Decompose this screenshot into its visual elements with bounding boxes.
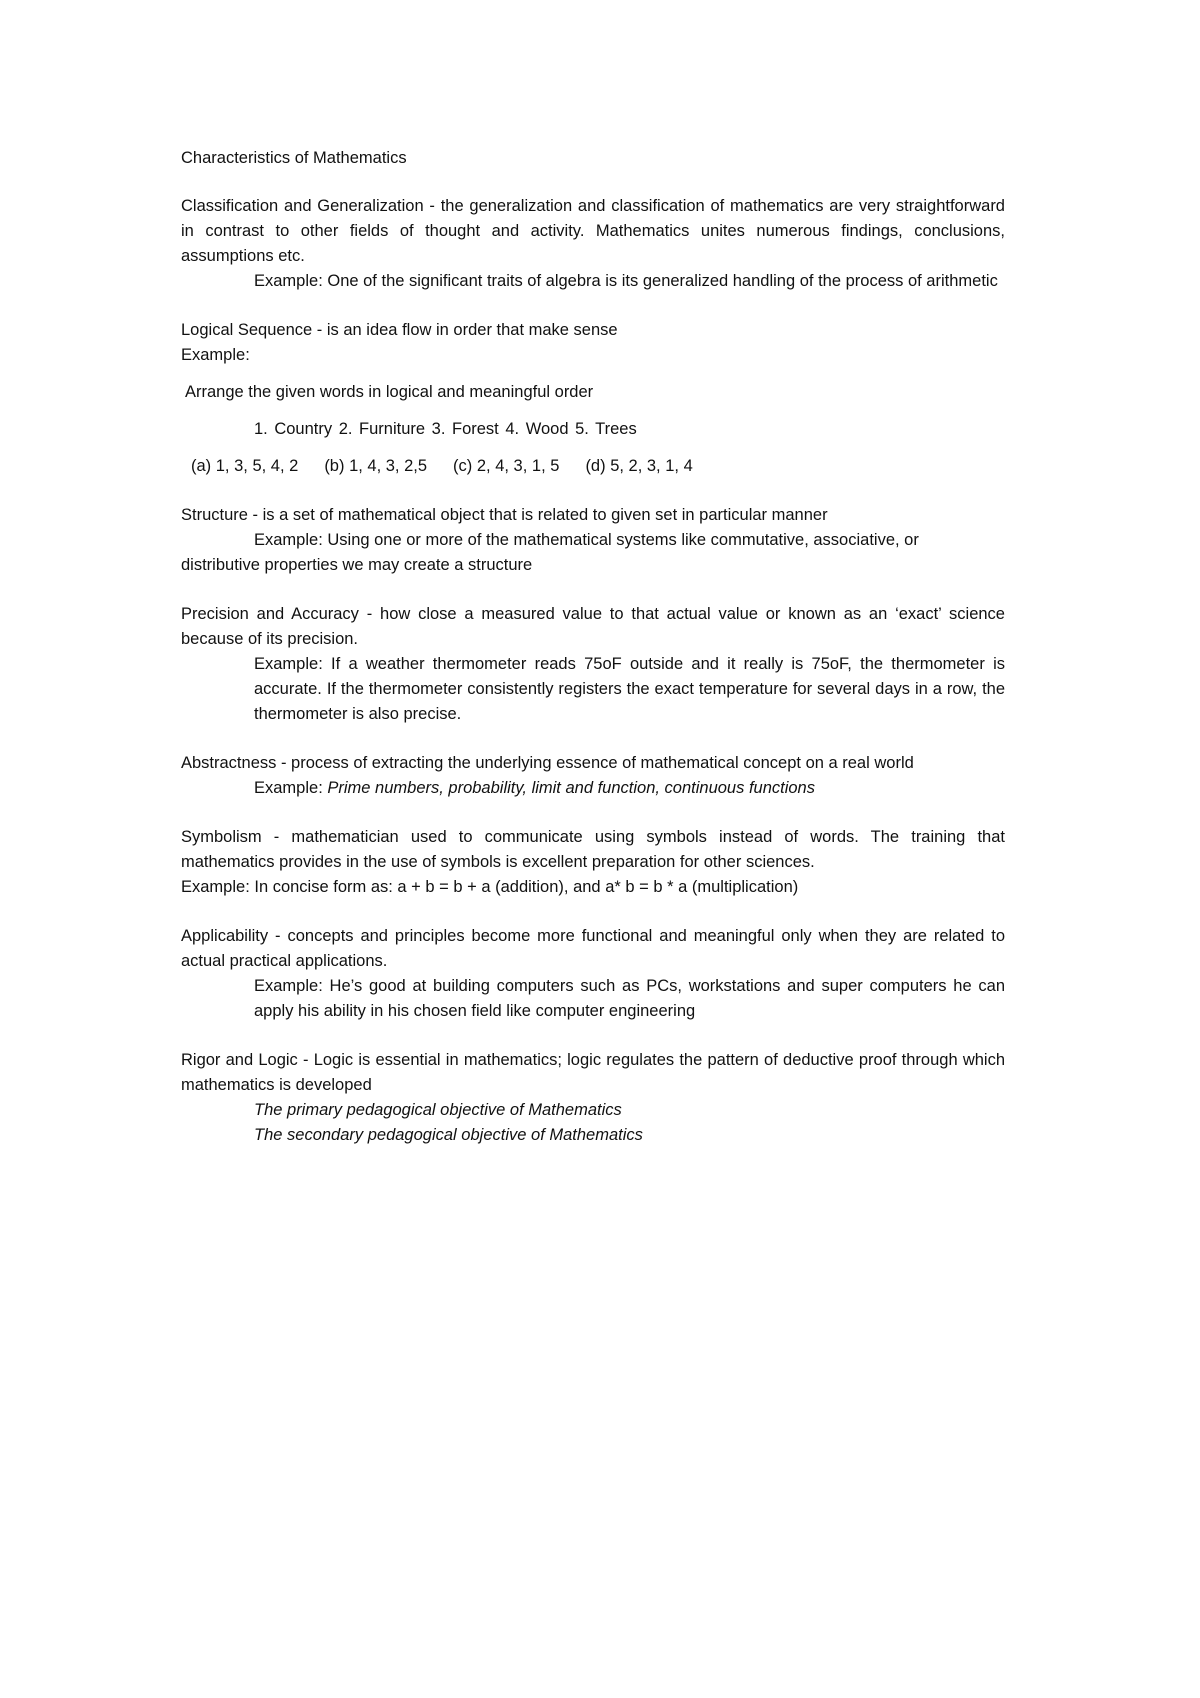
structure-definition xyxy=(181,503,1005,528)
section-precision xyxy=(181,602,1005,727)
symbolism-text: - mathematician used to communicate using symbols instead of words. The training that mathematics provides in the use of symbols is excellent preparation for other sciences. xyxy=(181,828,1005,871)
symbolism-term: Symbolism xyxy=(181,828,262,846)
symbolism-definition xyxy=(181,825,1005,875)
applicability-text: - concepts and principles become more functional and meaningful only when they are related to actual practical applications. xyxy=(181,927,1005,970)
precision-term: Precision and Accuracy xyxy=(181,605,359,623)
classification-definition xyxy=(181,194,1005,269)
logical-sequence-words: 1. Country 2. Furniture 3. Forest 4. Wood 5. Trees xyxy=(254,420,637,438)
choice-c: (c) 2, 4, 3, 1, 5 xyxy=(453,457,560,475)
classification-term: Classification and Generalization xyxy=(181,197,424,215)
rigor-text: - Logic is essential in mathematics; logic regulates the pattern of deductive proof through which mathematics is developed xyxy=(181,1051,1005,1094)
choice-d: (d) 5, 2, 3, 1, 4 xyxy=(585,457,693,475)
logical-sequence-choices xyxy=(191,454,1005,479)
precision-text: - how close a measured value to that actual value or known as an ‘exact’ science because of its precision. xyxy=(181,605,1005,648)
abstractness-example xyxy=(181,776,1005,801)
document-page xyxy=(181,146,1005,1172)
rigor-term: Rigor and Logic xyxy=(181,1051,298,1069)
logical-sequence-instruction: Arrange the given words in logical and meaningful order xyxy=(185,383,594,401)
rigor-objective-secondary: The secondary pedagogical objective of Mathematics xyxy=(254,1126,643,1144)
rigor-definition xyxy=(181,1048,1005,1098)
logical-sequence-example-label: Example: xyxy=(181,346,250,364)
precision-definition xyxy=(181,602,1005,652)
precision-example: Example: If a weather thermometer reads 75oF outside and it really is 75oF, the thermometer is accurate. If the thermometer consistently registers the exact temperature for several days in a row, the thermometer is also precise. xyxy=(254,655,1005,723)
structure-text: - is a set of mathematical object that is related to given set in particular manner xyxy=(247,506,828,524)
section-applicability xyxy=(181,924,1005,1024)
abstractness-term: Abstractness xyxy=(181,754,277,772)
logical-sequence-term: Logical Sequence xyxy=(181,321,313,339)
applicability-example: Example: He’s good at building computers such as PCs, workstations and super computers he can apply his ability in his chosen field like computer engineering xyxy=(254,977,1005,1020)
section-logical-sequence xyxy=(181,318,1005,479)
abstractness-example-label: Example: xyxy=(254,779,328,797)
section-symbolism xyxy=(181,825,1005,900)
logical-sequence-text: - is an idea flow in order that make sense xyxy=(312,321,618,339)
structure-example-cont: distributive properties we may create a structure xyxy=(181,556,533,574)
abstractness-example-text: Prime numbers, probability, limit and function, continuous functions xyxy=(327,779,815,797)
applicability-definition xyxy=(181,924,1005,974)
section-rigor xyxy=(181,1048,1005,1148)
classification-text: - the generalization and classification of mathematics are very straightforward in contrast to other fields of thought and activity. Mathematics unites numerous findings, conclusions, assumptions etc. xyxy=(181,197,1005,265)
logical-sequence-definition xyxy=(181,318,1005,343)
document-title: Characteristics of Mathematics xyxy=(181,149,407,167)
symbolism-example: Example: In concise form as: a + b = b + a (addition), and a* b = b * a (multiplication) xyxy=(181,878,799,896)
section-classification xyxy=(181,194,1005,294)
classification-example: Example: One of the significant traits of algebra is its generalized handling of the process of arithmetic xyxy=(254,272,998,290)
section-structure xyxy=(181,503,1005,578)
section-abstractness xyxy=(181,751,1005,801)
choice-a: (a) 1, 3, 5, 4, 2 xyxy=(191,457,299,475)
rigor-objective-primary: The primary pedagogical objective of Mathematics xyxy=(254,1101,622,1119)
applicability-term: Applicability xyxy=(181,927,269,945)
choice-b: (b) 1, 4, 3, 2,5 xyxy=(324,457,428,475)
structure-term: Structure xyxy=(181,506,248,524)
structure-example: Example: Using one or more of the mathematical systems like commutative, associative, or xyxy=(254,531,919,549)
abstractness-text: - process of extracting the underlying essence of mathematical concept on a real world xyxy=(276,754,914,772)
abstractness-definition xyxy=(181,751,1005,776)
